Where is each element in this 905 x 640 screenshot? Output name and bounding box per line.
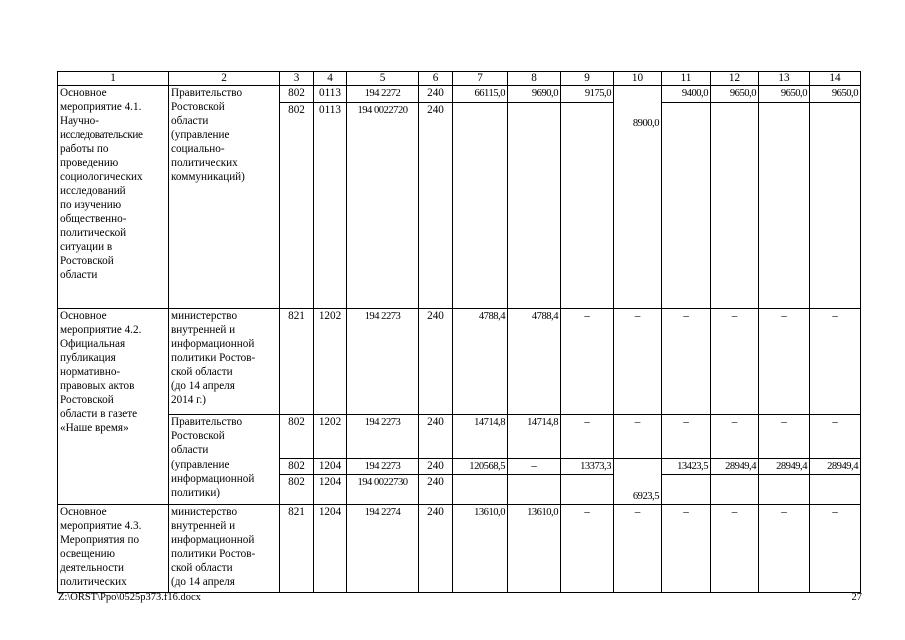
column-number: 3 bbox=[280, 72, 314, 86]
year-amount: 28949,4 bbox=[711, 458, 759, 475]
activity-name: Основное мероприятие 4.2. Официальная публикация нормативно- правовых актов Ростовской области в газете «Наше время» bbox=[60, 309, 142, 434]
expense-type-code: 240 bbox=[419, 505, 453, 593]
year-amount: – bbox=[508, 458, 561, 475]
table-row bbox=[58, 414, 861, 458]
executor-name: (управление информационной политики) bbox=[171, 459, 255, 500]
year-amount bbox=[662, 475, 711, 505]
section-code: 0113 bbox=[314, 86, 347, 103]
section-code: 1204 bbox=[314, 505, 347, 593]
grbs-code: 802 bbox=[280, 458, 314, 475]
column-number: 1 bbox=[58, 72, 169, 86]
year-amount: – bbox=[810, 308, 861, 414]
column-number: 7 bbox=[453, 72, 508, 86]
year-amount: 9650,0 bbox=[759, 86, 810, 103]
year-amount: 9175,0 bbox=[561, 86, 614, 103]
total-amount: 4788,4 bbox=[453, 308, 508, 414]
year-amount: – bbox=[662, 414, 711, 458]
year-amount: 13610,0 bbox=[508, 505, 561, 593]
year-amount: 9650,0 bbox=[711, 86, 759, 103]
activity-name: Основное мероприятие 4.1. Научно- исследовательские работы по проведению социологических исследований по изучению общественно- политической ситуации в Ростовской области bbox=[60, 87, 143, 281]
column-number: 9 bbox=[561, 72, 614, 86]
target-article-code: 194 0022730 bbox=[347, 475, 419, 505]
column-number: 8 bbox=[508, 72, 561, 86]
table-row bbox=[58, 505, 861, 593]
year-amount: – bbox=[614, 308, 662, 414]
activity-name-cell bbox=[58, 308, 169, 505]
year-amount: – bbox=[614, 505, 662, 593]
year-amount: 13423,5 bbox=[662, 458, 711, 475]
year-amount: 9650,0 bbox=[810, 86, 861, 103]
target-article-code: 194 0022720 bbox=[347, 102, 419, 308]
year-amount: 8900,0 bbox=[614, 102, 662, 308]
year-amount bbox=[662, 102, 711, 308]
grbs-code: 802 bbox=[280, 414, 314, 458]
column-number: 2 bbox=[169, 72, 280, 86]
activity-name-cell bbox=[58, 505, 169, 593]
year-amount: – bbox=[759, 414, 810, 458]
column-number: 10 bbox=[614, 72, 662, 86]
table-row bbox=[58, 308, 861, 414]
year-amount bbox=[759, 475, 810, 505]
year-amount: – bbox=[759, 308, 810, 414]
executor-cell bbox=[169, 458, 280, 505]
section-code: 0113 bbox=[314, 102, 347, 308]
activity-name-cell bbox=[58, 86, 169, 309]
expense-type-code: 240 bbox=[419, 458, 453, 475]
year-amount: 28949,4 bbox=[759, 458, 810, 475]
year-amount bbox=[810, 475, 861, 505]
grbs-code: 821 bbox=[280, 505, 314, 593]
year-amount: – bbox=[711, 414, 759, 458]
expense-type-code: 240 bbox=[419, 308, 453, 414]
executor-name: министерство внутренней и информационной политики Ростов- ской области (до 14 апреля bbox=[171, 506, 256, 589]
executor-cell bbox=[169, 308, 280, 414]
expense-type-code: 240 bbox=[419, 86, 453, 103]
column-number: 12 bbox=[711, 72, 759, 86]
table-row bbox=[58, 86, 861, 103]
column-number: 11 bbox=[662, 72, 711, 86]
target-article-code: 194 2272 bbox=[347, 86, 419, 103]
budget-table bbox=[57, 71, 861, 593]
column-number: 13 bbox=[759, 72, 810, 86]
year-amount: – bbox=[561, 308, 614, 414]
executor-name: Правительство Ростовской области (управление социально- политических коммуникаций) bbox=[171, 87, 245, 183]
year-amount: 13373,3 bbox=[561, 458, 614, 475]
activity-name: Основное мероприятие 4.3. Мероприятия по освещению деятельности политических bbox=[60, 506, 142, 589]
executor-cell bbox=[169, 86, 280, 309]
executor-cell bbox=[169, 414, 280, 458]
year-amount: – bbox=[711, 505, 759, 593]
year-amount: 28949,4 bbox=[810, 458, 861, 475]
expense-type-code: 240 bbox=[419, 475, 453, 505]
target-article-code: 194 2274 bbox=[347, 505, 419, 593]
year-amount: – bbox=[759, 505, 810, 593]
section-code: 1202 bbox=[314, 308, 347, 414]
total-amount: 14714,8 bbox=[453, 414, 508, 458]
column-number: 5 bbox=[347, 72, 419, 86]
target-article-code: 194 2273 bbox=[347, 458, 419, 475]
executor-cell bbox=[169, 505, 280, 593]
grbs-code: 802 bbox=[280, 86, 314, 103]
column-number: 4 bbox=[314, 72, 347, 86]
total-amount bbox=[453, 102, 508, 308]
column-number: 6 bbox=[419, 72, 453, 86]
total-amount bbox=[453, 475, 508, 505]
year-amount: – bbox=[662, 308, 711, 414]
year-amount: – bbox=[711, 308, 759, 414]
table-row bbox=[58, 458, 861, 475]
year-amount bbox=[561, 102, 614, 308]
year-amount bbox=[614, 86, 662, 103]
total-amount: 120568,5 bbox=[453, 458, 508, 475]
grbs-code: 802 bbox=[280, 475, 314, 505]
executor-name: Правительство Ростовской области bbox=[171, 415, 243, 456]
year-amount: 6923,5 bbox=[614, 475, 662, 505]
year-amount bbox=[810, 102, 861, 308]
grbs-code: 802 bbox=[280, 102, 314, 308]
year-amount bbox=[614, 458, 662, 475]
total-amount: 13610,0 bbox=[453, 505, 508, 593]
year-amount: – bbox=[810, 505, 861, 593]
target-article-code: 194 2273 bbox=[347, 414, 419, 458]
year-amount bbox=[561, 475, 614, 505]
year-amount: 4788,4 bbox=[508, 308, 561, 414]
table-header-row bbox=[58, 72, 861, 86]
year-amount: 9400,0 bbox=[662, 86, 711, 103]
year-amount bbox=[508, 102, 561, 308]
footer-page-number: 27 bbox=[851, 592, 862, 603]
year-amount: 14714,8 bbox=[508, 414, 561, 458]
expense-type-code: 240 bbox=[419, 102, 453, 308]
year-amount bbox=[711, 102, 759, 308]
footer-file-path: Z:\ORST\Ppo\0525p373.f16.docx bbox=[58, 592, 201, 603]
year-amount: – bbox=[561, 414, 614, 458]
total-amount: 66115,0 bbox=[453, 86, 508, 103]
column-number: 14 bbox=[810, 72, 861, 86]
year-amount bbox=[711, 475, 759, 505]
year-amount bbox=[508, 475, 561, 505]
expense-type-code: 240 bbox=[419, 414, 453, 458]
section-code: 1204 bbox=[314, 458, 347, 475]
year-amount: 9690,0 bbox=[508, 86, 561, 103]
year-amount: – bbox=[614, 414, 662, 458]
year-amount bbox=[759, 102, 810, 308]
year-amount: – bbox=[561, 505, 614, 593]
section-code: 1204 bbox=[314, 475, 347, 505]
executor-name: министерство внутренней и информационной политики Ростов- ской области (до 14 апреля 2014 г.) bbox=[171, 309, 256, 406]
year-amount: – bbox=[662, 505, 711, 593]
year-amount: – bbox=[810, 414, 861, 458]
grbs-code: 821 bbox=[280, 308, 314, 414]
target-article-code: 194 2273 bbox=[347, 308, 419, 414]
section-code: 1202 bbox=[314, 414, 347, 458]
